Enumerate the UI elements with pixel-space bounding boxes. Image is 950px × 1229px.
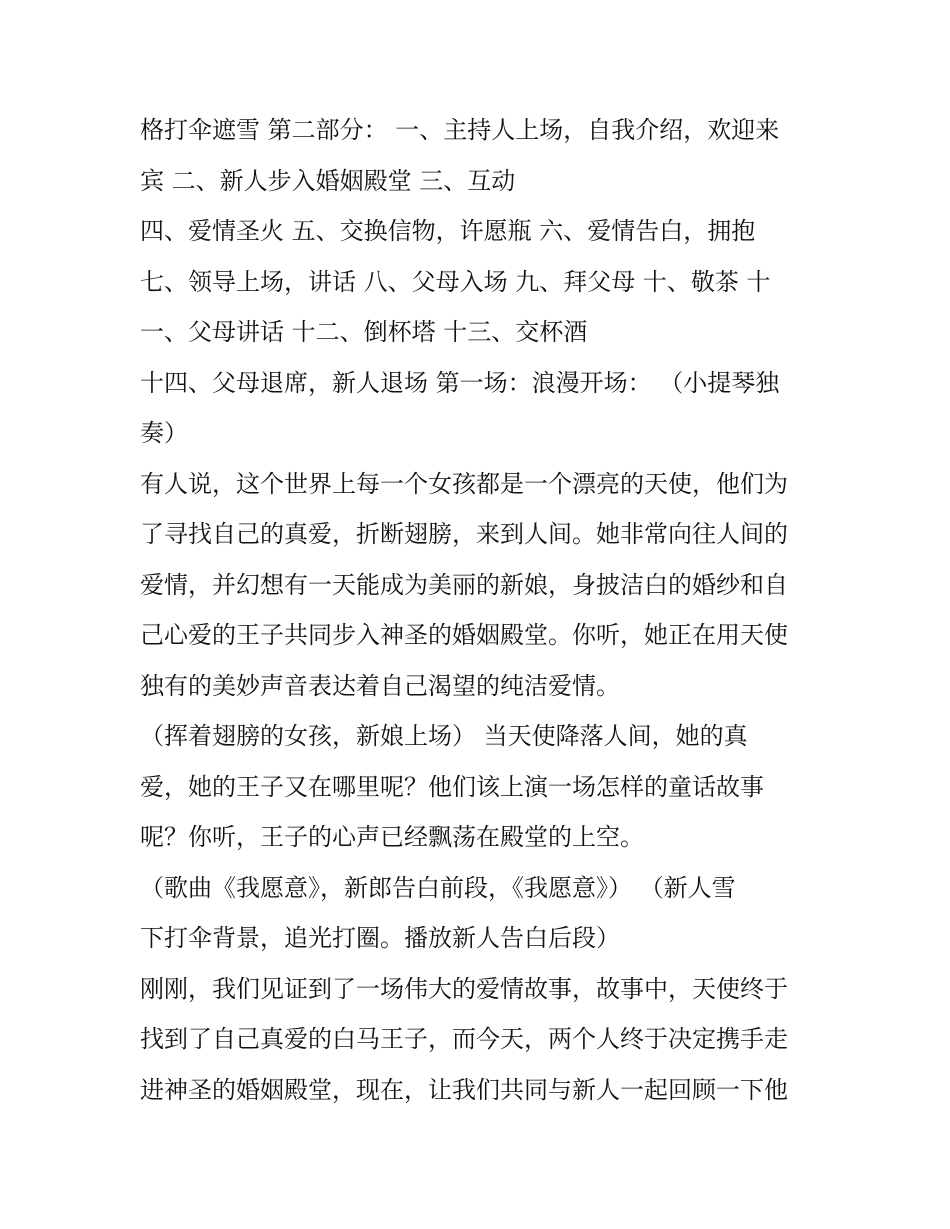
text-line: 奏） [140, 419, 188, 447]
text-line: 格打伞遮雪 第二部分： 一、主持人上场，自我介绍，欢迎来 [140, 116, 780, 144]
text-line: 一、父母讲话 十二、倒杯塔 十三、交杯酒 [140, 318, 588, 346]
text-line: 爱情，并幻想有一天能成为美丽的新娘，身披洁白的婚纱和自 [140, 570, 788, 599]
text-line: 找到了自己真爱的白马王子，而今天，两个人终于决定携手走 [140, 1025, 788, 1053]
text-line: （歌曲《我愿意》，新郎告白前段，《我愿意》） （新人雪 [140, 873, 736, 902]
text-line: 有人说，这个世界上每一个女孩都是一个漂亮的天使，他们为 [140, 469, 788, 498]
text-line: 宾 二、新人步入婚姻殿堂 三、互动 [140, 166, 516, 195]
text-line: 刚刚，我们见证到了一场伟大的爱情故事，故事中，天使终于 [140, 974, 788, 1003]
text-line: 进神圣的婚姻殿堂，现在，让我们共同与新人一起回顾一下他 [140, 1075, 788, 1104]
text-line: 己心爱的王子共同步入神圣的婚姻殿堂。你听，她正在用天使 [140, 621, 788, 649]
text-line: 十四、父母退席，新人退场 第一场：浪漫开场： （小提琴独 [140, 368, 780, 397]
text-line: 呢？你听，王子的心声已经飘荡在殿堂的上空。 [140, 823, 644, 851]
text-line: （挥着翅膀的女孩，新娘上场） 当天使降落人间，她的真 [140, 722, 748, 750]
text-line: 七、领导上场，讲话 八、父母入场 九、拜父母 十、敬茶 十 [140, 267, 771, 296]
text-line: 四、爱情圣火 五、交换信物，许愿瓶 六、爱情告白，拥抱 [140, 217, 756, 245]
text-line: 独有的美妙声音表达着自己渴望的纯洁爱情。 [140, 671, 620, 700]
text-line: 下打伞背景，追光打圈。播放新人告白后段） [140, 924, 620, 952]
text-line: 爱，她的王子又在哪里呢？他们该上演一场怎样的童话故事 [140, 772, 764, 801]
text-line: 了寻找自己的真爱，折断翅膀，来到人间。她非常向往人间的 [140, 520, 788, 548]
